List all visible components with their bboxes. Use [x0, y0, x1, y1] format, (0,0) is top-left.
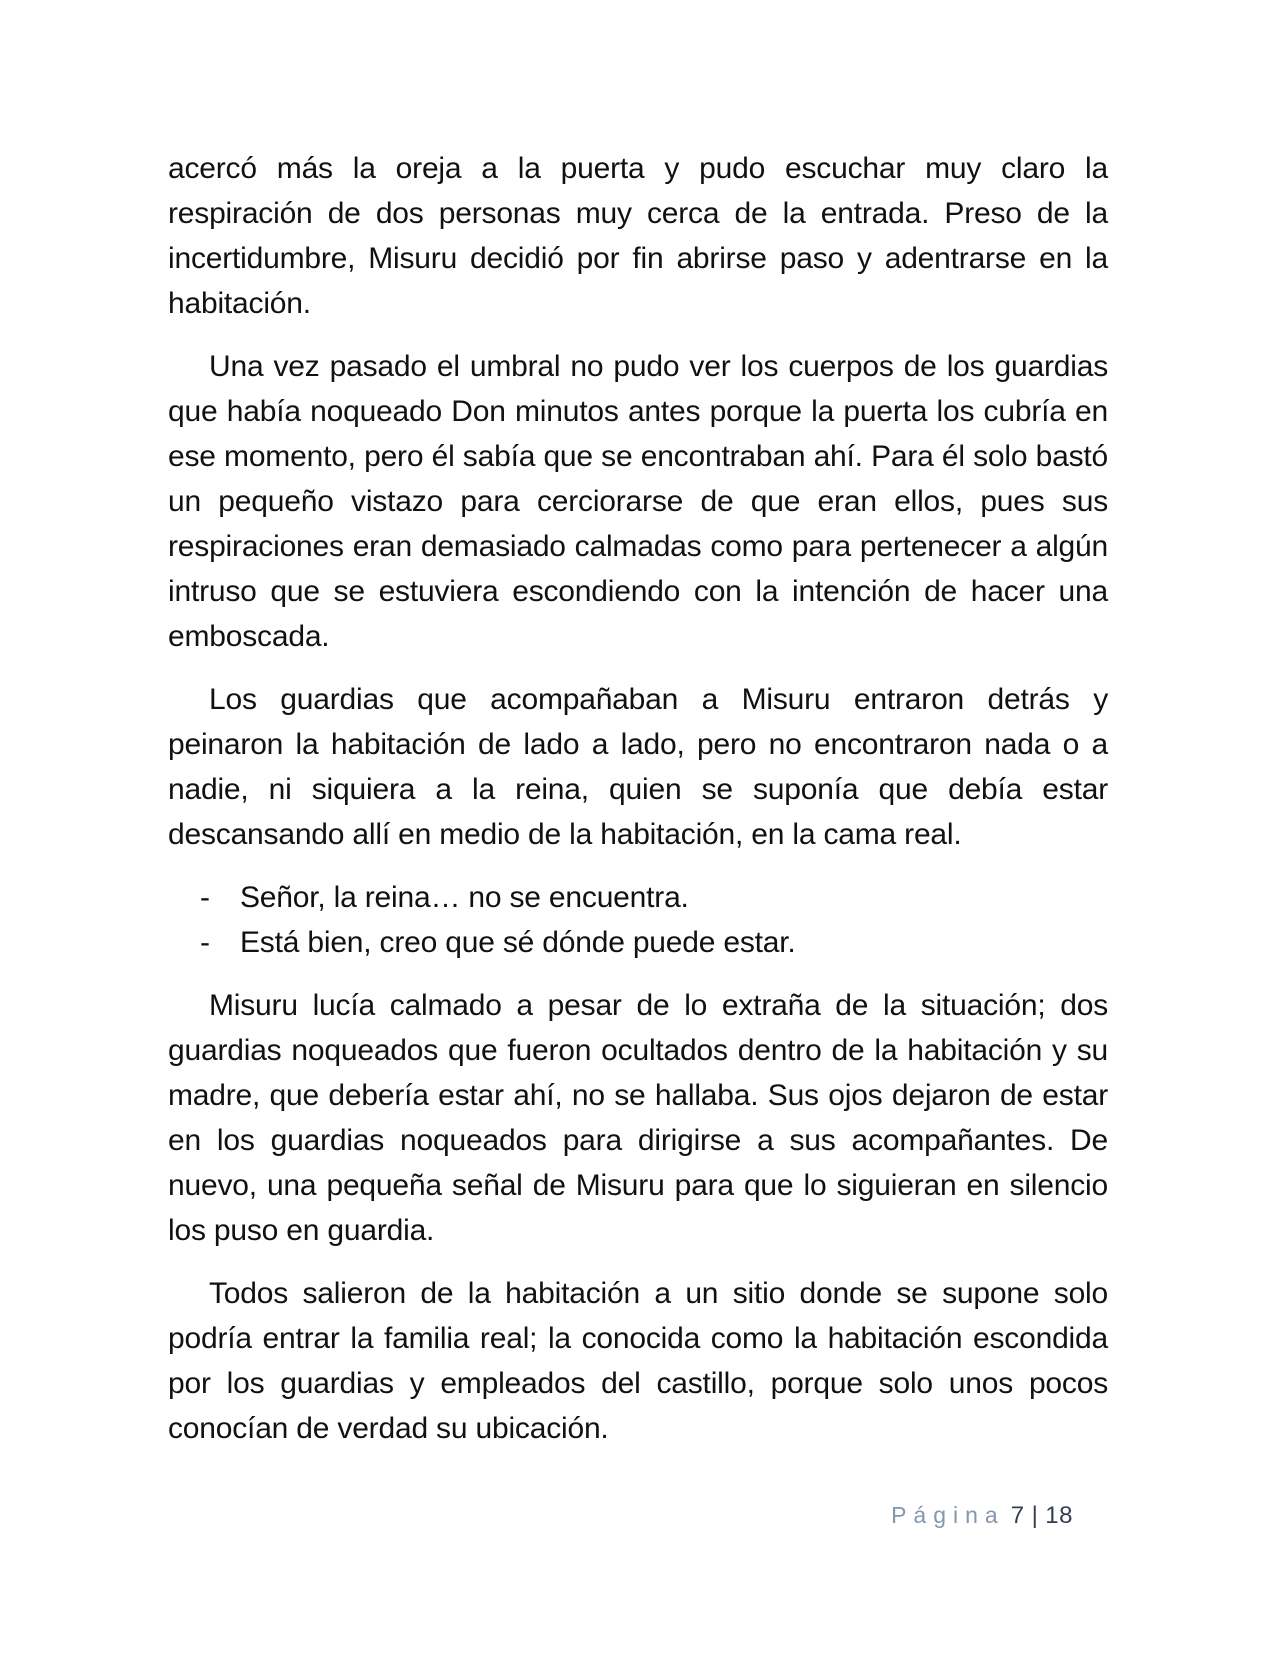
- dialogue-line: [168, 920, 1108, 965]
- dialogue-text: Está bien, creo que sé dónde puede estar.: [240, 926, 796, 959]
- footer-page-label: Página: [891, 1502, 1005, 1528]
- footer-page-numbers: [1011, 1502, 1073, 1529]
- dialogue-line: [168, 875, 1108, 920]
- footer-current-page: 7: [1010, 1502, 1025, 1529]
- dialogue-text: Señor, la reina… no se encuentra.: [240, 881, 689, 914]
- dialogue-dash-marker: -: [200, 881, 210, 914]
- paragraph: Una vez pasado el umbral no pudo ver los cuerpos de los guardias que había noqueado Don minutos antes porque la puerta los cubría en ese momento, pero él sabía que se encontraban ahí. Para él solo bastó un pequeño vistazo para cerciorarse de que eran ellos, pues sus respiraciones eran demasiado calmadas como para pertenecer a algún intruso que se estuviera escondiendo con la intención de hacer una emboscada.: [168, 350, 1108, 653]
- footer-total-pages: 18: [1045, 1502, 1073, 1529]
- paragraph: Los guardias que acompañaban a Misuru entraron detrás y peinaron la habitación de lado a lado, pero no encontraron nada o a nadie, ni siquiera a la reina, quien se suponía que debía estar descansando allí en medio de la habitación, en la cama real.: [168, 683, 1108, 851]
- paragraph: acercó más la oreja a la puerta y pudo escuchar muy claro la respiración de dos personas muy cerca de la entrada. Preso de la incertidumbre, Misuru decidió por fin abrirse paso y adentrarse en la habitación.: [168, 152, 1108, 320]
- dialogue-dash-marker: -: [200, 926, 210, 959]
- footer-separator: |: [1031, 1502, 1039, 1529]
- paragraph: Todos salieron de la habitación a un sitio donde se supone solo podría entrar la familia real; la conocida como la habitación escondida por los guardias y empleados del castillo, porque solo unos pocos conocían de verdad su ubicación.: [168, 1277, 1108, 1445]
- page-footer: [891, 1499, 1073, 1532]
- document-body: [168, 146, 1108, 1469]
- paragraph: Misuru lucía calmado a pesar de lo extraña de la situación; dos guardias noqueados que fueron ocultados dentro de la habitación y su madre, que debería estar ahí, no se hallaba. Sus ojos dejaron de estar en los guardias noqueados para dirigirse a sus acompañantes. De nuevo, una pequeña señal de Misuru para que lo siguieran en silencio los puso en guardia.: [168, 989, 1108, 1247]
